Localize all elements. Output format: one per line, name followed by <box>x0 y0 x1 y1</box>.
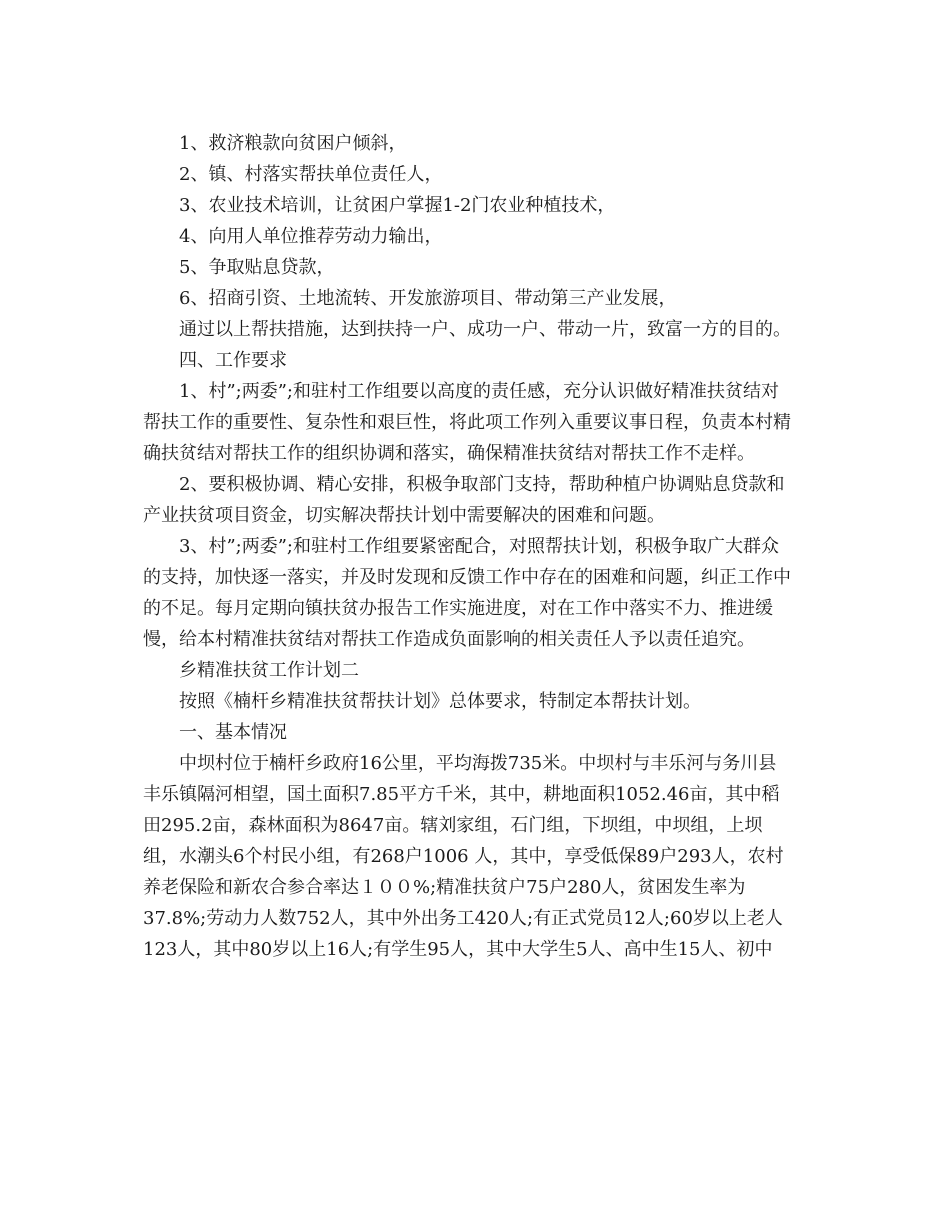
text-line: 通过以上帮扶措施，达到扶持一户、成功一户、带动一片，致富一方的目的。 <box>179 319 791 340</box>
text-line: 慢，给本村精准扶贫结对帮扶工作造成负面影响的相关责任人予以责任追究。 <box>143 629 755 650</box>
text-line: 组，水潮头6个村民小组，有268户1006 人，其中，享受低保89户293人，农村 <box>143 846 784 867</box>
document-subtitle: 乡精准扶贫工作计划二 <box>179 660 359 681</box>
text-line: 的支持，加快逐一落实，并及时发现和反馈工作中存在的困难和问题，纠正工作中 <box>143 567 791 588</box>
text-line: 2、要积极协调、精心安排，积极争取部门支持，帮助种植户协调贴息贷款和 <box>179 474 785 495</box>
text-line: 1、村”;两委”;和驻村工作组要以高度的责任感，充分认识做好精准扶贫结对 <box>179 381 779 402</box>
text-line: 3、农业技术培训，让贫困户掌握1-2门农业种植技术， <box>179 195 616 216</box>
text-line: 37.8%;劳动力人数752人，其中外出务工420人;有正式党员12人;60岁以上老人 <box>143 908 783 929</box>
text-line: 确扶贫结对帮扶工作的组织协调和落实，确保精准扶贫结对帮扶工作不走样。 <box>143 443 755 464</box>
text-line: 中坝村位于楠杆乡政府16公里，平均海拨735米。中坝村与丰乐河与务川县 <box>179 753 777 774</box>
text-line: 养老保险和新农合参合率达１００%;精准扶贫户75户280人，贫困发生率为 <box>143 877 746 898</box>
text-line: 丰乐镇隔河相望，国土面积7.85平方千米，其中，耕地面积1052.46亩，其中稻 <box>143 784 780 805</box>
text-line: 的不足。每月定期向镇扶贫办报告工作实施进度，对在工作中落实不力、推进缓 <box>143 598 773 619</box>
text-line: 3、村”;两委”;和驻村工作组要紧密配合，对照帮扶计划，积极争取广大群众 <box>179 536 779 557</box>
text-line: 6、招商引资、土地流转、开发旅游项目、带动第三产业发展， <box>179 288 677 309</box>
text-line: 5、争取贴息贷款， <box>179 257 335 278</box>
document-body <box>143 128 813 965</box>
text-line: 123人，其中80岁以上16人;有学生95人，其中大学生5人、高中生15人、初中 <box>143 939 773 960</box>
section-heading: 一、基本情况 <box>179 722 287 743</box>
section-heading: 四、工作要求 <box>179 350 287 371</box>
text-line: 按照《楠杆乡精准扶贫帮扶计划》总体要求，特制定本帮扶计划。 <box>179 691 701 712</box>
text-line: 4、向用人单位推荐劳动力输出， <box>179 226 443 247</box>
text-line: 1、救济粮款向贫困户倾斜， <box>179 133 407 154</box>
text-line: 帮扶工作的重要性、复杂性和艰巨性，将此项工作列入重要议事日程，负责本村精 <box>143 412 791 433</box>
text-line: 产业扶贫项目资金，切实解决帮扶计划中需要解决的困难和问题。 <box>143 505 665 526</box>
text-line: 2、镇、村落实帮扶单位责任人， <box>179 164 443 185</box>
text-line: 田295.2亩，森林面积为8647亩。辖刘家组，石门组，下坝组，中坝组，上坝 <box>143 815 763 836</box>
